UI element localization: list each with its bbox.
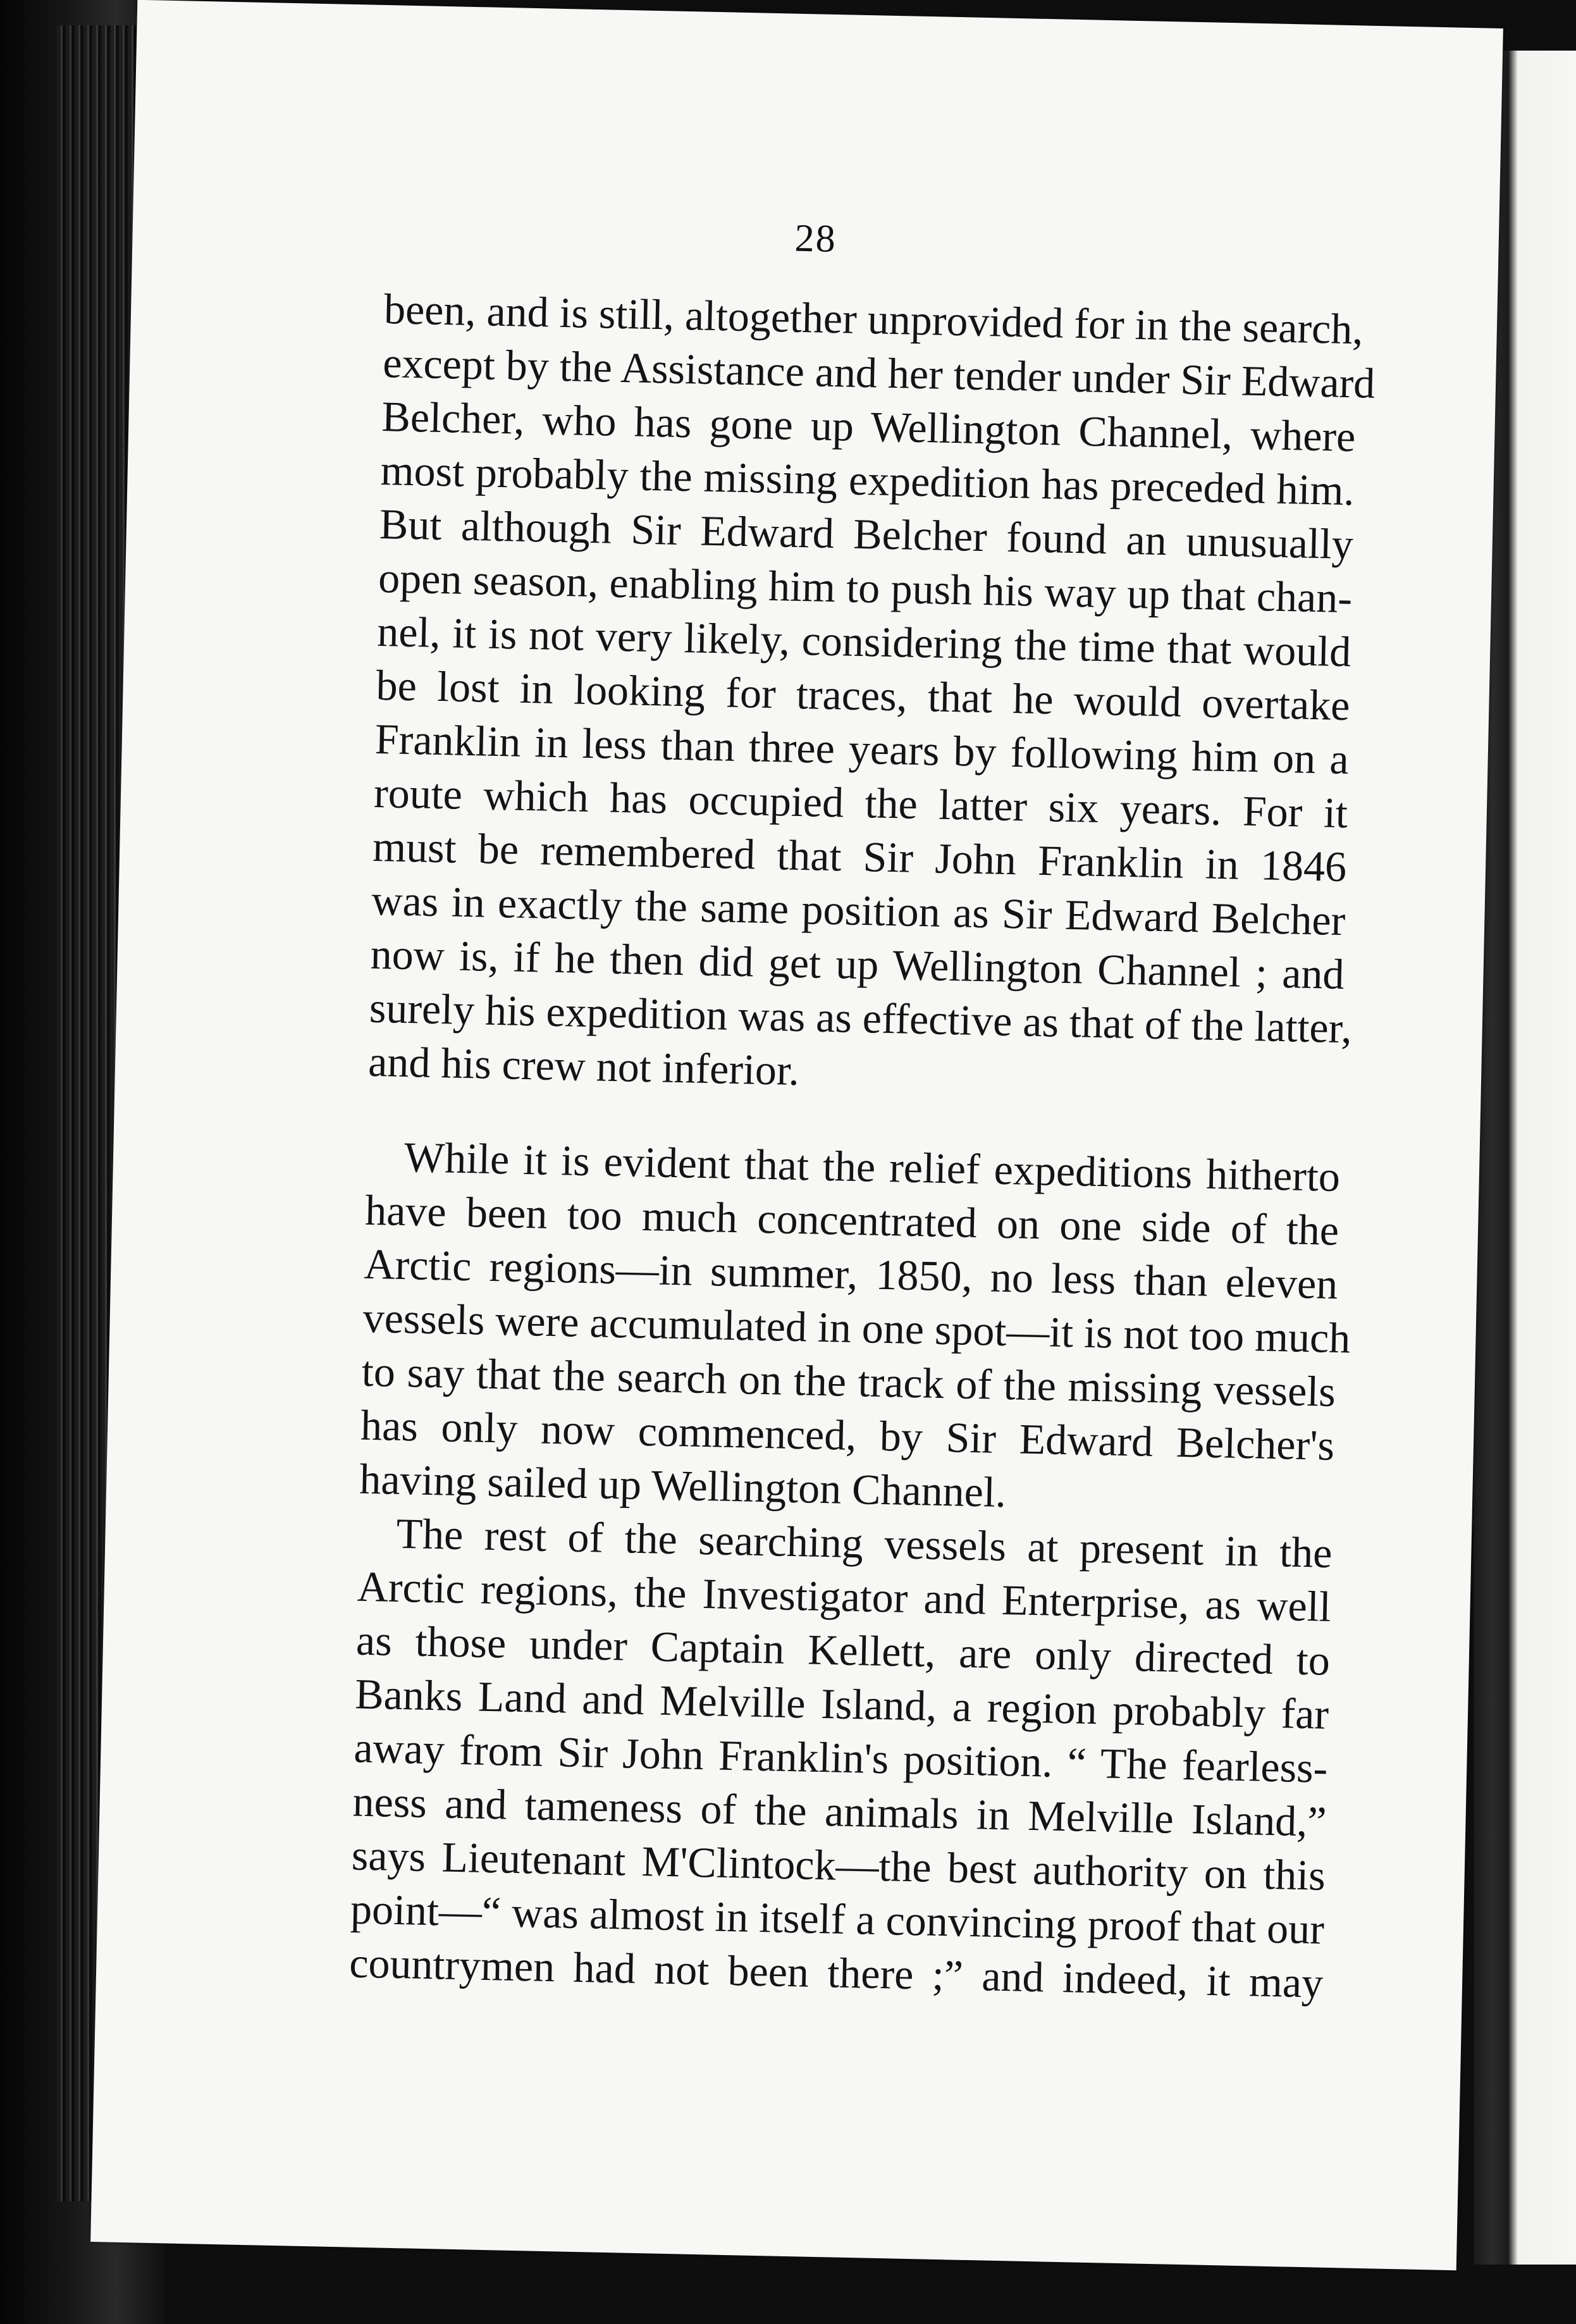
text-line: Banks Land and Melville Island, a region probably far	[354, 1669, 1329, 1738]
paragraph-1	[367, 282, 1376, 1109]
text-line: The rest of the searching vessels at present in the	[395, 1509, 1333, 1577]
text-line: and his crew not inferior.	[367, 1037, 800, 1095]
text-line: have been too much concentrated on one side of the	[364, 1185, 1339, 1254]
page-number: 28	[794, 216, 837, 261]
text-line: Franklin in less than three years by following him on a	[374, 714, 1350, 784]
text-line: been, and is still, altogether unprovided for in the search,	[383, 285, 1364, 354]
text-line: most probably the missing expedition has preceded him.	[380, 445, 1355, 515]
book-page	[90, 0, 1503, 2270]
text-line: must be remembered that Sir John Franklin in 1846	[372, 822, 1347, 891]
text-line: nel, it is not very likely, considering the time that would	[376, 607, 1351, 676]
text-line: away from Sir John Franklin's position. “ The fearless-	[353, 1723, 1329, 1792]
text-line: While it is evident that the relief expeditions hitherto	[403, 1133, 1341, 1201]
text-line: point—“ was almost in itself a convincing proof that our	[350, 1884, 1325, 1953]
text-line: open season, enabling him to push his way up that chan-	[378, 553, 1353, 622]
paragraph-2	[359, 1130, 1351, 1526]
text-line: as those under Captain Kellett, are only directed to	[355, 1616, 1331, 1684]
text-line: vessels were accumulated in one spot—it is not too much	[362, 1293, 1351, 1363]
text-line: ness and tameness of the animals in Melville Island,”	[352, 1777, 1327, 1846]
text-line: except by the Assistance and her tender under Sir Edward	[382, 338, 1376, 407]
text-line: Arctic regions, the Investigator and Enterprise, as well	[357, 1562, 1332, 1631]
text-line: But although Sir Edward Belcher found an unusually	[379, 499, 1354, 569]
text-line: route which has occupied the latter six years. For it	[373, 768, 1348, 838]
text-line: countrymen had not been there ;” and indeed, it may	[348, 1938, 1324, 2007]
text-line: be lost in looking for traces, that he would overtake	[375, 660, 1351, 730]
text-line: has only now commenced, by Sir Edward Belcher's	[360, 1400, 1335, 1469]
paragraph-3	[349, 1506, 1333, 2010]
text-line: says Lieutenant M'Clintock—the best authority on this	[351, 1831, 1326, 1900]
text-line: now is, if he then did get up Wellington Channel ; and	[370, 929, 1345, 999]
text-line: surely his expedition was as effective as that of the latter,	[369, 983, 1353, 1053]
text-line: Belcher, who has gone up Wellington Channel, where	[381, 392, 1357, 461]
text-line: to say that the search on the track of the missing vessels	[361, 1347, 1336, 1416]
text-line: Arctic regions—in summer, 1850, no less than eleven	[363, 1239, 1339, 1308]
text-line: having sailed up Wellington Channel.	[359, 1454, 1007, 1517]
text-line: was in exactly the same position as Sir Edward Belcher	[371, 875, 1346, 945]
